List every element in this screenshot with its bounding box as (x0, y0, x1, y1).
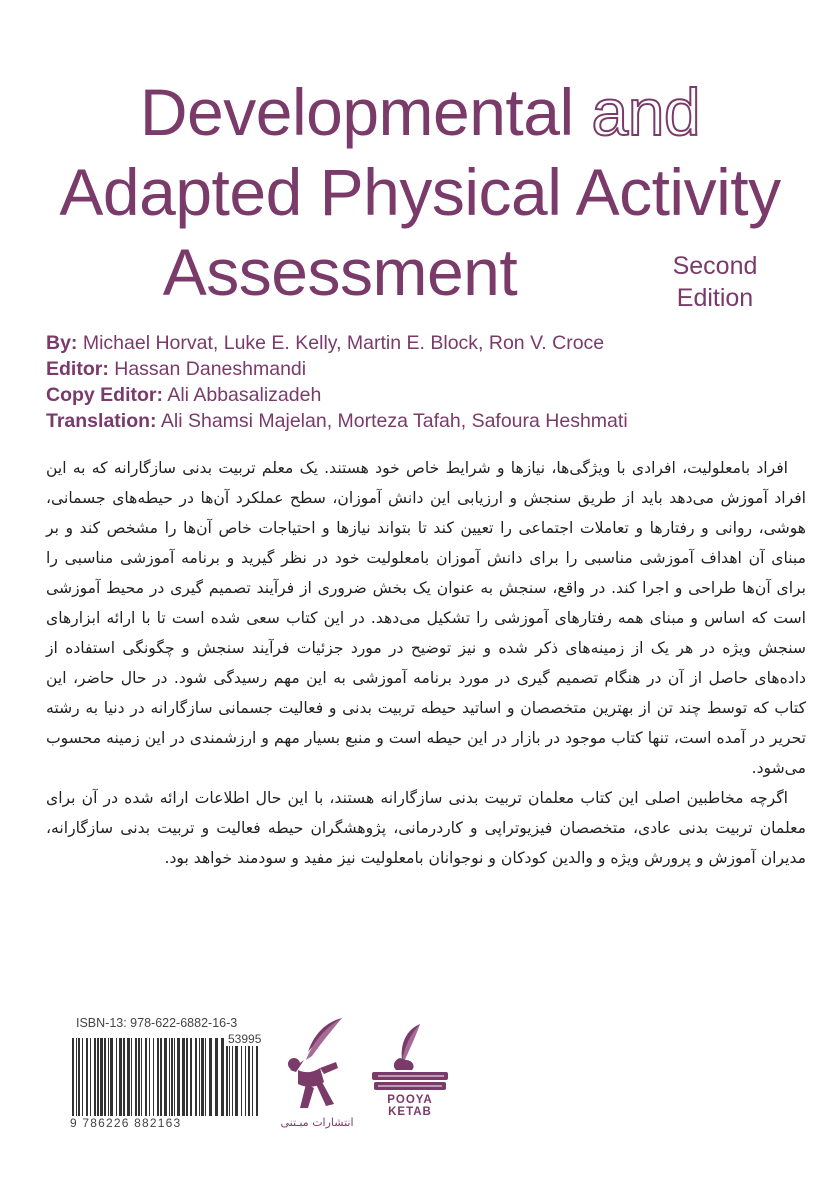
barcode-bar (78, 1038, 80, 1116)
title-line-1 (0, 72, 840, 152)
barcode-bar (169, 1038, 170, 1116)
description-paragraph-1: افراد بامعلولیت، افرادی با ویژگی‌ها، نیازها و شرایط خاص خود هستند. یک معلم تربیت بدنی سازگارانه که به این افراد آموزش می‌دهد باید از طریق سنجش و ارزیابی این دانش آموزان، سطح عملکرد آن‌ها در حیطه‌های جسمانی، هوشی، روانی و رفتارها و تعاملات اجتماعی را تعیین کند تا بتواند نیازها و احتیاجات خاص آن‌ها را مشخص کند و بر مبنای آن اهداف آموزشی مناسبی را برای دانش آموزان بامعلولیت خود در نظر گیرید و برنامه آموزشی مناسبی را برای آن‌ها طراحی و اجرا کند. در واقع، سنجش به عنوان یک بخش ضروری از فرآیند تصمیم گیری در محیط آموزشی است که اساس و مبنای همه رفتارهای آموزشی را تشکیل می‌دهد. در این کتاب سعی شده است تا با ارائه ابزارهای سنجش ویژه در هر یک از زمینه‌های ذکر شده و نیز توضیح در مورد جزئیات فرآیند سنجش و چگونگی استفاده از داده‌های حاصل از آن در هنگام تصمیم گیری در مورد برنامه آموزشی به این مهم رسیدگی شود. در حال حاضر، این کتاب که توسط چند تن از بهترین متخصصان و اساتید حیطه تربیت بدنی و فعالیت جسمانی سازگارانه در دنیا به رشته تحریر در آمده است، تنها کتاب موجود در بازار در این حیطه است و منبع بسیار مهم و ارزشمندی در این زمینه محسوب می‌شود. (46, 459, 806, 777)
edition-line-1: Second (672, 252, 758, 280)
barcode-bar (76, 1038, 77, 1116)
quill-figure-icon (276, 1012, 358, 1116)
barcode-bar (226, 1038, 228, 1116)
barcode-bar (248, 1038, 250, 1116)
barcode-bar (182, 1038, 185, 1116)
barcode-bar (135, 1038, 137, 1116)
quill-book-icon (366, 1022, 454, 1094)
title-word-and: and (591, 75, 701, 149)
barcode-bar (123, 1038, 125, 1116)
credit-authors-value: Michael Horvat, Luke E. Kelly, Martin E. Block, Ron V. Croce (82, 332, 605, 354)
barcode-bar (94, 1038, 96, 1116)
edition-line-2: Edition (676, 284, 754, 312)
barcode-bar (149, 1038, 150, 1116)
barcode-bar (245, 1038, 246, 1116)
barcode-bar (252, 1038, 253, 1116)
barcode-bar (241, 1038, 242, 1116)
barcode-bar (100, 1038, 103, 1116)
barcode-bar (141, 1038, 142, 1116)
credit-translation-value: Ali Shamsi Majelan, Morteza Tafah, Safoura Heshmati (160, 410, 628, 432)
barcode-bar (90, 1038, 91, 1116)
title-word-developmental: Developmental (139, 75, 574, 149)
credit-copy-editor-value: Ali Abbasalizadeh (167, 384, 322, 406)
publisher-logo-mobtana (276, 1012, 358, 1130)
credit-editor-value: Hassan Daneshmandi (114, 358, 307, 380)
barcode-bar (201, 1038, 204, 1116)
credit-translation (46, 408, 806, 434)
barcode-bar (127, 1038, 130, 1116)
barcode-bar (177, 1038, 180, 1116)
barcode-bar (190, 1038, 192, 1116)
credit-editor (46, 356, 806, 382)
isbn-text: ISBN-13: 978-622-6882-16-3 (76, 1016, 266, 1030)
barcode-bar (215, 1038, 218, 1116)
credit-authors (46, 330, 806, 356)
credit-editor-label: Editor: (46, 358, 109, 380)
barcode-bar (86, 1038, 88, 1116)
barcode-bar (164, 1038, 167, 1116)
barcode-bar (160, 1038, 162, 1116)
barcode-bar (82, 1038, 83, 1116)
barcode-bar (186, 1038, 188, 1116)
barcode-digits: 9 786226 882163 (70, 1116, 270, 1130)
barcode-bar (138, 1038, 140, 1116)
barcode-bar (119, 1038, 122, 1116)
barcode-bar (131, 1038, 132, 1116)
barcode-bar (104, 1038, 106, 1116)
barcode-bar (256, 1038, 258, 1116)
barcode-bar (221, 1038, 224, 1116)
barcode-bar (199, 1038, 200, 1116)
publisher1-name: انتشارات مبـتنی (280, 1116, 354, 1129)
barcode-bar (116, 1038, 117, 1116)
credits-block (46, 330, 806, 434)
title-line-2: Adapted Physical Activity (59, 155, 781, 229)
publisher-logo-pooya-ketab (366, 1022, 454, 1118)
credit-copy-editor-label: Copy Editor: (46, 384, 163, 406)
barcode-bar (232, 1038, 233, 1116)
title-line-3: Assessment (162, 235, 518, 309)
credit-copy-editor (46, 382, 806, 408)
credit-authors-label: By: (46, 332, 78, 354)
price-code: 53995 (228, 1032, 262, 1046)
barcode-bar (97, 1038, 99, 1116)
barcode-bar (153, 1038, 154, 1116)
barcode-bar (235, 1038, 238, 1116)
description-text (46, 453, 806, 873)
barcode-bar (171, 1038, 173, 1116)
credit-translation-label: Translation: (46, 410, 157, 432)
publisher2-name: POOYA KETAB (387, 1094, 433, 1118)
barcode-bar (157, 1038, 159, 1116)
barcode-bar (72, 1038, 74, 1116)
barcode-bar (205, 1038, 206, 1116)
description-paragraph-2: اگرچه مخاطبین اصلی این کتاب معلمان تربیت بدنی سازگارانه هستند، با این حال اطلاعات ارائه شده در آن برای معلمان تربیت بدنی عادی، متخصصان فیزیوتراپی و کاردرمانی، پژوهشگران حیطه فعالیت و تربیت بدنی سازگارانه، مدیران آموزش و پرورش ویژه و والدین کودکان و نوجوانان بامعلولیت نیز مفید و سودمند خواهد بود. (46, 789, 806, 867)
barcode-bar (195, 1038, 197, 1116)
barcode-bar (174, 1038, 175, 1116)
edition-label (660, 250, 770, 314)
barcode-bar (229, 1038, 230, 1116)
barcode-bar (209, 1038, 212, 1116)
barcode-bar (145, 1038, 147, 1116)
barcode-bar (110, 1038, 113, 1116)
barcode-bar (108, 1038, 109, 1116)
